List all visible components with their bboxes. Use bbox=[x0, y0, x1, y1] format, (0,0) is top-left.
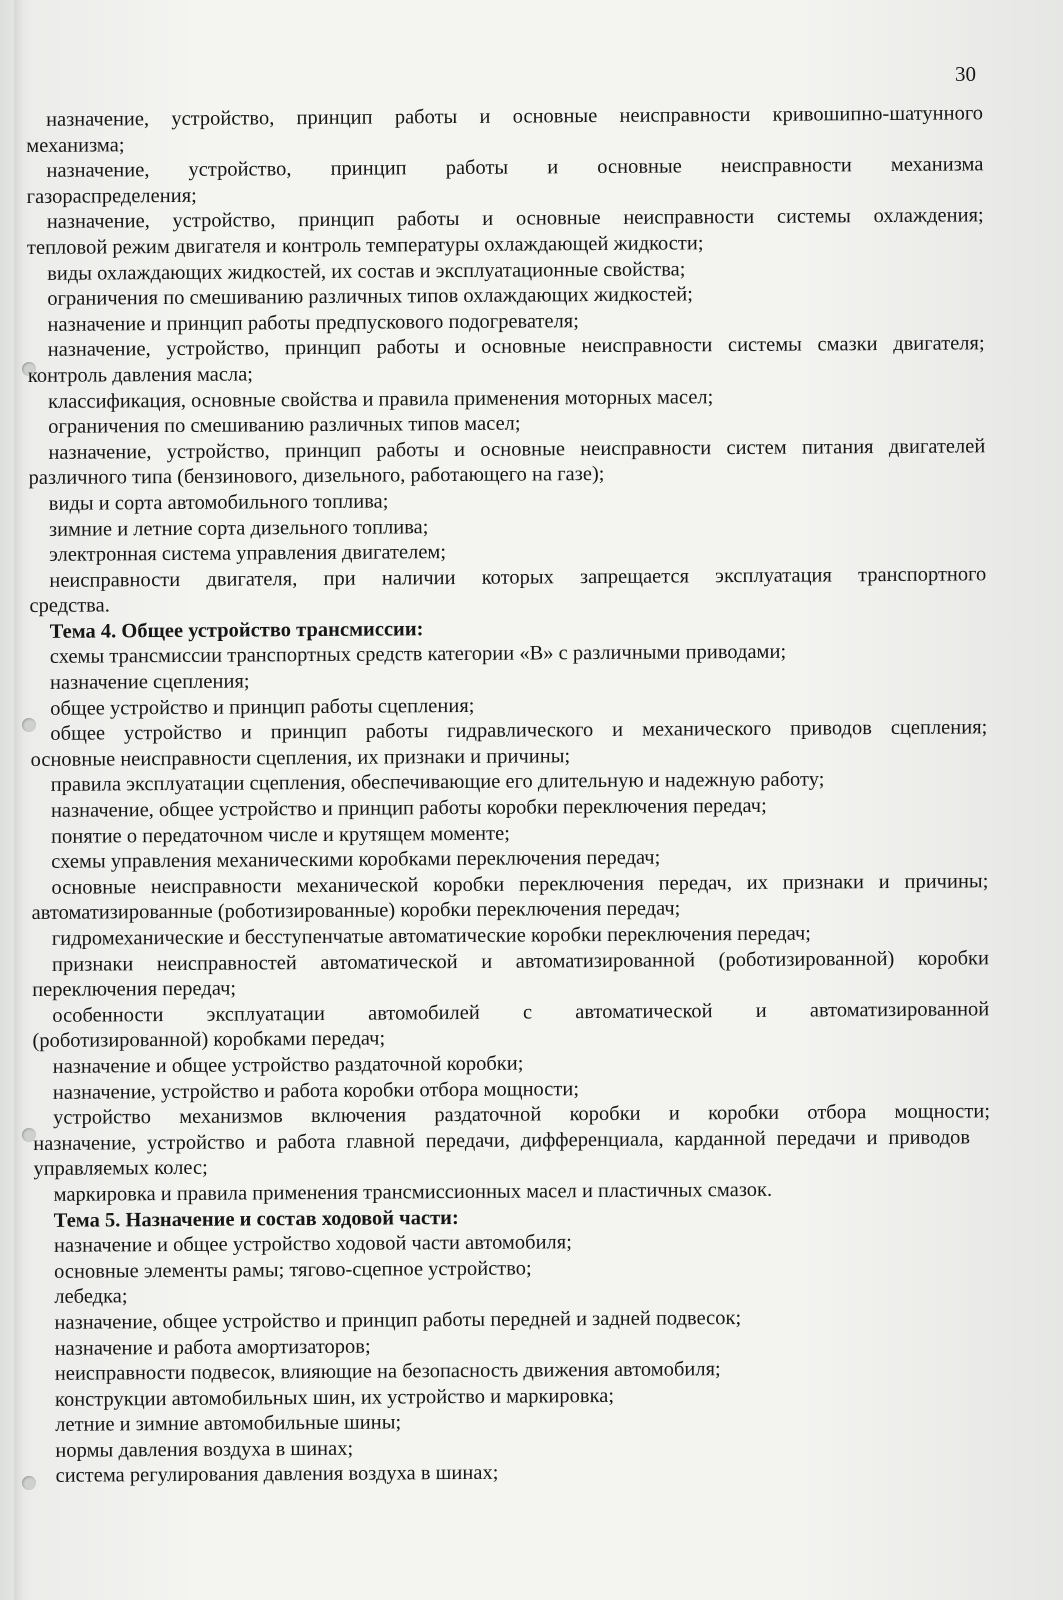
text-line: общее устройство и принцип работы сцепления; bbox=[50, 694, 475, 720]
text-line: назначение, устройство, принцип работы и основные неисправности системы охлаждения; bbox=[46, 204, 984, 234]
text-line: виды и сорта автомобильного топлива; bbox=[48, 490, 389, 515]
text-line: назначение, устройство, принцип работы и основные неисправности системы смазки двигателя; bbox=[47, 332, 985, 362]
text-line: особенности эксплуатации автомобилей с автоматической и автоматизированной bbox=[52, 998, 990, 1027]
text-line: конструкции автомобильных шин, их устройство и маркировка; bbox=[54, 1384, 615, 1411]
text-line: назначение сцепления; bbox=[49, 670, 250, 694]
text-line: понятие о передаточном числе и крутящем моменте; bbox=[51, 822, 510, 848]
section-heading: Тема 5. Назначение и состав ходовой части: bbox=[53, 1206, 459, 1232]
text-line: основные элементы рамы; тягово-сцепное устройство; bbox=[54, 1257, 532, 1283]
text-line: (роботизированной) коробками передач; bbox=[32, 1027, 386, 1053]
text-line: неисправности двигателя, при наличии которых запрещается эксплуатация транспортного bbox=[49, 562, 987, 592]
text-line: система регулирования давления воздуха в шинах; bbox=[55, 1462, 499, 1488]
text-line: схемы трансмиссии транспортных средств категории «В» с различными приводами; bbox=[49, 641, 787, 669]
text-line: средства. bbox=[29, 594, 110, 618]
text-line: различного типа (бензинового, дизельного, работающего на газе); bbox=[28, 463, 605, 490]
text-line: признаки неисправностей автоматической и автоматизированной (роботизированной) коробки bbox=[51, 946, 989, 976]
text-line: маркировка и правила применения трансмиссионных масел и пластичных смазок. bbox=[53, 1178, 773, 1206]
text-line: основные неисправности сцепления, их признаки и причины; bbox=[30, 745, 571, 771]
text-line: правила эксплуатации сцепления, обеспечивающие его длительную и надежную работу; bbox=[50, 768, 825, 797]
text-line: назначение, устройство и работа коробки отбора мощности; bbox=[52, 1077, 580, 1104]
text-line: летние и зимние автомобильные шины; bbox=[55, 1411, 402, 1437]
text-line: контроль давления масла; bbox=[27, 363, 254, 387]
text-line: неисправности подвесок, влияющие на безопасность движения автомобиля; bbox=[54, 1358, 721, 1385]
text-line: переключения передач; bbox=[32, 977, 237, 1002]
binding-shadow bbox=[14, 0, 24, 1600]
text-line: назначение, устройство и работа главной передачи, дифференциала, карданной передачи и приводов bbox=[33, 1126, 971, 1155]
text-line: устройство механизмов включения раздаточной коробки и коробки отбора мощности; bbox=[52, 1100, 991, 1129]
text-line: зимние и летние сорта дизельного топлива; bbox=[48, 515, 429, 541]
text-line: ограничения по смешиванию различных типов масел; bbox=[48, 412, 521, 438]
text-line: управляемых колес; bbox=[33, 1157, 208, 1181]
text-line: назначение и общее устройство ходовой части автомобиля; bbox=[53, 1231, 572, 1257]
text-line: назначение, общее устройство и принцип работы передней и задней подвесок; bbox=[54, 1306, 742, 1334]
text-line: автоматизированные (роботизированные) коробки переключения передач; bbox=[31, 897, 681, 925]
text-line: тепловой режим двигателя и контроль температуры охлаждающей жидкости; bbox=[26, 232, 704, 259]
text-line: назначение и общее устройство раздаточной коробки; bbox=[52, 1052, 524, 1078]
binding-hole bbox=[22, 1476, 36, 1490]
page-number: 30 bbox=[955, 62, 976, 86]
text-line: гидромеханические и бесступенчатые автоматические коробки переключения передач; bbox=[51, 922, 812, 950]
text-line: нормы давления воздуха в шинах; bbox=[55, 1437, 354, 1462]
text-line: электронная система управления двигателем; bbox=[49, 541, 447, 566]
section-heading: Тема 4. Общее устройство трансмиссии: bbox=[49, 618, 424, 643]
text-line: виды охлаждающих жидкостей, их состав и эксплуатационные свойства; bbox=[47, 257, 686, 285]
text-line: основные неисправности механической коробки переключения передач, их признаки и причины; bbox=[51, 870, 989, 899]
text-line: назначение, устройство, принцип работы и основные неисправности кривошипно-шатунного bbox=[46, 102, 984, 131]
text-line: назначение, устройство, принцип работы и основные неисправности систем питания двигателей bbox=[48, 435, 986, 464]
text-line: лебедка; bbox=[54, 1285, 128, 1309]
text-line: назначение и принцип работы предпускового подогревателя; bbox=[47, 309, 579, 336]
text-line: общее устройство и принцип работы гидравлического и механического приводов сцепления; bbox=[50, 716, 988, 746]
text-line: назначение, устройство, принцип работы и основные неисправности механизма bbox=[46, 153, 984, 183]
text-line: схемы управления механическими коробками переключения передач; bbox=[51, 846, 661, 874]
text-line: механизма; bbox=[26, 133, 125, 157]
text-line: газораспределения; bbox=[26, 184, 197, 208]
text-line: ограничения по смешиванию различных типов охлаждающих жидкостей; bbox=[47, 283, 693, 311]
text-line: назначение и работа амортизаторов; bbox=[54, 1335, 371, 1360]
text-line: назначение, общее устройство и принцип работы коробки переключения передач; bbox=[50, 794, 767, 822]
text-line: классификация, основные свойства и правила применения моторных масел; bbox=[47, 385, 714, 413]
body-text bbox=[26, 101, 1004, 1490]
